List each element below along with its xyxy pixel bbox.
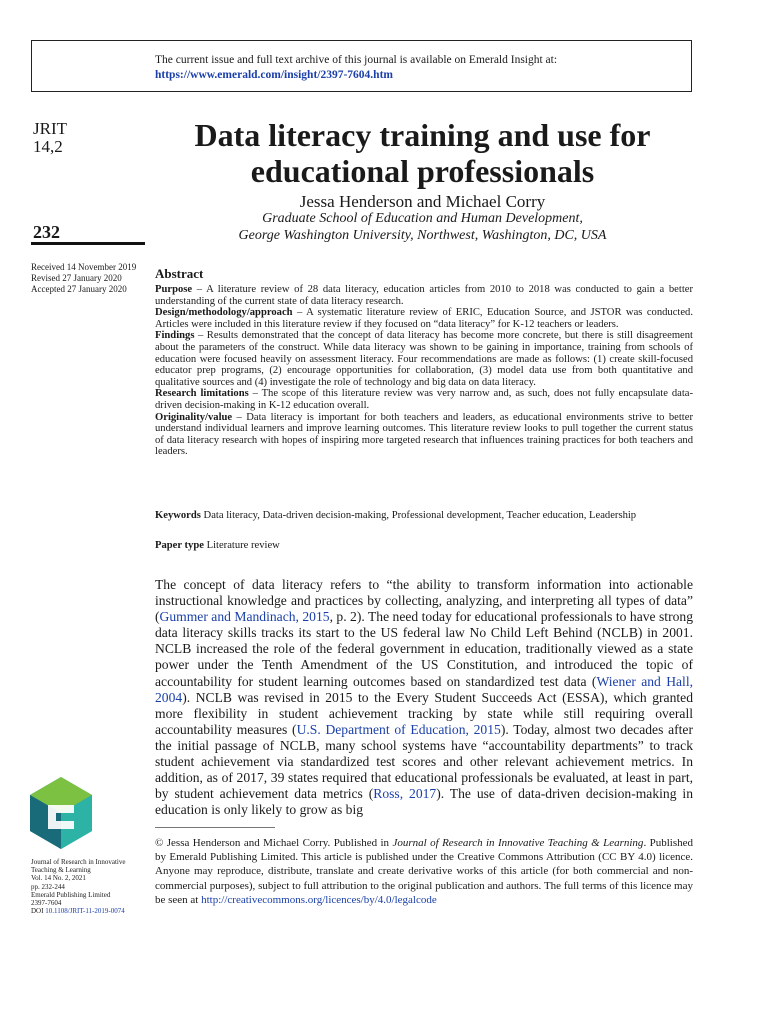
copyright-footnote [155,836,693,907]
authors: Jessa Henderson and Michael Corry [299,192,546,211]
journal-access-box [31,40,692,92]
abstract-label: Research limitations [155,388,249,400]
footnote-text: © Jessa Henderson and Michael Corry. Published in [155,837,393,849]
journal-abbrev: JRIT [33,119,67,138]
footnote-text: . Published by Emerald Publishing Limited. This article is published under the Creative Commons Attribution (CC BY 4.0) licence. Anyone may reproduce, distribute, translate and create derivative works of this article (for both commercial and non-commercial purposes), subject to full attribution to the original publication and authors. The full terms of this licence may be seen at [155,837,693,906]
abstract-label: Design/methodology/approach [155,307,293,319]
meta-line: Teaching & Learning [31,866,91,875]
abstract-originality [155,412,693,458]
page-number: 232 [33,222,60,242]
meta-line: Emerald Publishing Limited [31,890,111,899]
meta-line: pp. 232-244 [31,882,65,891]
abstract-text: – A literature review of 28 data literacy, education articles from 2010 to 2018 was conducted to gain a better understanding of the current state of data literacy research. [155,284,693,307]
abstract-text: – Data literacy is important for both teachers and leaders, as educational environments strive to better understand individual learners and improve learning outcomes. This literature review looks to pull together the current status of data literacy research with hopes of inspiring more targeted research that influences training practices for both teachers and leaders. [155,411,693,458]
journal-metadata [31,858,151,915]
doi-line [31,907,151,915]
body-text: ). NCLB was revised in 2015 to the Every Student Succeeds Act (ESSA), which granted more flexibility in student achievement tracking by state while still requiring overall accountability measures ( [155,689,693,737]
abstract-purpose [155,284,693,307]
margin-rule [31,242,145,245]
body-paragraph [155,577,693,818]
abstract-body [155,284,693,458]
footnote-rule [155,827,275,828]
journal-logo-icon [30,777,92,849]
title-line-1: Data literacy training and use for [194,117,651,153]
affiliation-line-2: George Washington University, Northwest, Washington, DC, USA [238,228,607,243]
body-text: ). Today, almost two decades after the initial passage of NCLB, many school systems have “accountability departments” to track student achievement via standardized test scores and other relevant achievement metrics. In addition, as of 2017, 39 states required that educational professionals be evaluated, at least in part, by student achievement data metrics ( [155,721,693,802]
revised-date: Revised 27 January 2020 [31,273,122,283]
abstract-label: Originality/value [155,411,233,423]
body-text: The concept of data literacy refers to “the ability to transform information into actionable instructional knowledge and practices by collecting, analyzing, and interpreting all types of data” ( [155,577,693,625]
article-title [150,117,695,189]
meta-line: 2397-7604 [31,899,62,908]
keywords-label: Keywords [155,510,201,521]
citation-link[interactable]: Ross, 2017 [373,786,437,802]
abstract-findings [155,330,693,388]
body-text: ). The use of data-driven decision-making in education is only likely to grow as big [155,786,693,818]
footnote-journal-name: Journal of Research in Innovative Teaching & Learning [392,837,644,849]
citation-link[interactable]: U.S. Department of Education, 2015 [296,721,501,737]
abstract-text: – A systematic literature review of ERIC, Education Source, and JSTOR was conducted. Articles were included in this literature review if they focused on “data literacy” for K-12 teachers or leaders. [155,307,693,330]
citation-link[interactable]: Wiener and Hall, 2004 [155,673,693,705]
journal-url-link[interactable]: https://www.emerald.com/insight/2397-7604.htm [155,69,393,81]
paper-type-text: Literature review [203,540,280,551]
abstract-text: – The scope of this literature review was very narrow and, as such, does not fully encapsulate data-driven decision-making in K-12 education overall. [155,388,693,411]
abstract-limitations [155,388,693,411]
doi-label: DOI [31,907,46,916]
abstract-heading: Abstract [155,266,204,281]
paper-type-label: Paper type [155,540,204,551]
doi-link[interactable]: 10.1108/JRIT-11-2019-0074 [45,907,125,916]
meta-line: Journal of Research in Innovative [31,858,126,866]
body-text: , p. 2). The need today for educational professionals to have strong data literacy skills tracks its start to the US federal law No Child Left Behind (NCLB) in 2001. NCLB increased the role of the federal government in education, traditionally viewed as a state power under the Tenth Amendment of the US Constitution, and introduced the topic of accountability for student learning outcomes based on standardized test data ( [155,609,693,689]
accepted-date: Accepted 27 January 2020 [31,284,127,294]
affiliation-line-1: Graduate School of Education and Human Development, [262,211,583,226]
access-note: The current issue and full text archive of this journal is available on Emerald Insight at: [155,54,558,66]
journal-abbrev-block [33,120,67,156]
license-link[interactable]: http://creativecommons.org/licences/by/4.0/legalcode [201,893,437,906]
keywords [155,509,693,523]
volume-issue: 14,2 [33,137,63,156]
citation-link[interactable]: Gummer and Mandinach, 2015 [159,609,330,625]
received-date: Received 14 November 2019 [31,262,137,272]
abstract-design [155,307,693,330]
title-line-2: educational professionals [250,153,595,189]
abstract-text: – Results demonstrated that the concept of data literacy has become more concrete, but there is still disagreement about the parameters of the construct. While data literacy was shown to be gaining in importance, training from schools of education were focused heavily on assessment literacy. Four recommendations are made as follows: (1) create skill-focused educator prep programs, (2) encourage opportunities for collaboration, (3) model data use from both quantitative and qualitative sources and (4) investigate the role of technology and big data on data literacy. [155,330,693,388]
keywords-text: Data literacy, Data-driven decision-making, Professional development, Teacher education, Leadership [200,510,637,521]
paper-type [155,540,693,551]
abstract-label: Findings [155,330,195,342]
abstract-label: Purpose [155,284,193,295]
meta-line: Vol. 14 No. 2, 2021 [31,874,86,883]
article-dates [31,262,136,295]
